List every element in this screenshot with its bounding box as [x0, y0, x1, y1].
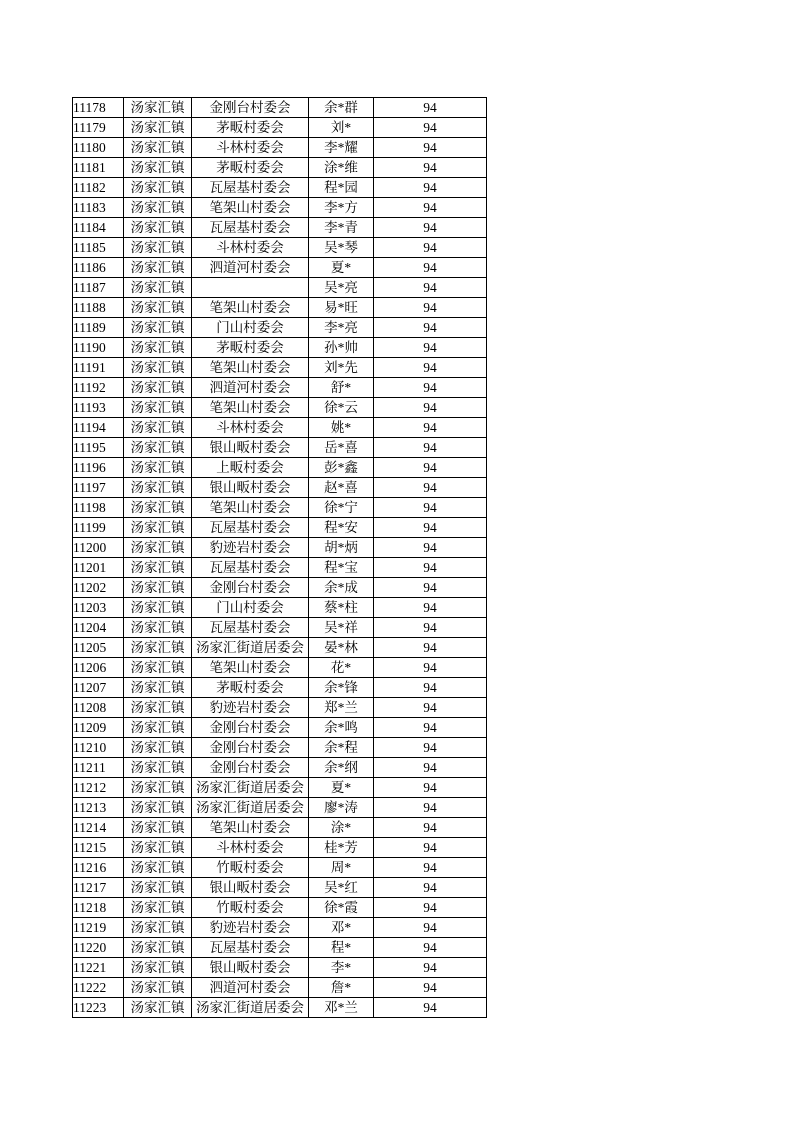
committee-cell: 瓦屋基村委会 — [192, 558, 309, 578]
committee-cell: 茅畈村委会 — [192, 158, 309, 178]
person-name-cell: 余*程 — [309, 738, 374, 758]
table-row — [73, 758, 487, 778]
row-number-cell: 11216 — [73, 858, 124, 878]
row-number-cell: 11179 — [73, 118, 124, 138]
town-cell: 汤家汇镇 — [124, 798, 192, 818]
person-name-cell: 余*纲 — [309, 758, 374, 778]
committee-cell — [192, 278, 309, 298]
town-cell: 汤家汇镇 — [124, 978, 192, 998]
town-cell: 汤家汇镇 — [124, 558, 192, 578]
committee-cell: 汤家汇街道居委会 — [192, 998, 309, 1018]
person-name-cell: 吴*亮 — [309, 278, 374, 298]
committee-cell: 笔架山村委会 — [192, 298, 309, 318]
committee-cell: 门山村委会 — [192, 318, 309, 338]
score-cell: 94 — [374, 538, 487, 558]
town-cell: 汤家汇镇 — [124, 478, 192, 498]
person-name-cell: 余*成 — [309, 578, 374, 598]
person-name-cell: 余*群 — [309, 98, 374, 118]
committee-cell: 泗道河村委会 — [192, 258, 309, 278]
row-number-cell: 11198 — [73, 498, 124, 518]
table-row — [73, 958, 487, 978]
table-row — [73, 678, 487, 698]
person-name-cell: 蔡*柱 — [309, 598, 374, 618]
score-cell: 94 — [374, 418, 487, 438]
row-number-cell: 11188 — [73, 298, 124, 318]
table-row — [73, 798, 487, 818]
table-row — [73, 658, 487, 678]
person-name-cell: 彭*鑫 — [309, 458, 374, 478]
row-number-cell: 11191 — [73, 358, 124, 378]
committee-cell: 金刚台村委会 — [192, 758, 309, 778]
town-cell: 汤家汇镇 — [124, 858, 192, 878]
row-number-cell: 11196 — [73, 458, 124, 478]
committee-cell: 竹畈村委会 — [192, 858, 309, 878]
score-cell: 94 — [374, 98, 487, 118]
person-name-cell: 涂*维 — [309, 158, 374, 178]
committee-cell: 笔架山村委会 — [192, 358, 309, 378]
town-cell: 汤家汇镇 — [124, 138, 192, 158]
score-cell: 94 — [374, 838, 487, 858]
table-row — [73, 298, 487, 318]
town-cell: 汤家汇镇 — [124, 238, 192, 258]
person-name-cell: 李* — [309, 958, 374, 978]
town-cell: 汤家汇镇 — [124, 118, 192, 138]
committee-cell: 笔架山村委会 — [192, 498, 309, 518]
person-name-cell: 吴*红 — [309, 878, 374, 898]
table-row — [73, 898, 487, 918]
row-number-cell: 11206 — [73, 658, 124, 678]
committee-cell: 笔架山村委会 — [192, 198, 309, 218]
row-number-cell: 11205 — [73, 638, 124, 658]
table-row — [73, 778, 487, 798]
row-number-cell: 11200 — [73, 538, 124, 558]
person-name-cell: 姚* — [309, 418, 374, 438]
committee-cell: 斗林村委会 — [192, 418, 309, 438]
town-cell: 汤家汇镇 — [124, 678, 192, 698]
row-number-cell: 11217 — [73, 878, 124, 898]
person-name-cell: 涂* — [309, 818, 374, 838]
table-row — [73, 938, 487, 958]
score-cell: 94 — [374, 798, 487, 818]
person-name-cell: 夏* — [309, 258, 374, 278]
town-cell: 汤家汇镇 — [124, 178, 192, 198]
town-cell: 汤家汇镇 — [124, 518, 192, 538]
committee-cell: 银山畈村委会 — [192, 958, 309, 978]
row-number-cell: 11193 — [73, 398, 124, 418]
town-cell: 汤家汇镇 — [124, 218, 192, 238]
committee-cell: 金刚台村委会 — [192, 738, 309, 758]
table-row — [73, 358, 487, 378]
person-name-cell: 廖*涛 — [309, 798, 374, 818]
person-name-cell: 夏* — [309, 778, 374, 798]
town-cell: 汤家汇镇 — [124, 198, 192, 218]
town-cell: 汤家汇镇 — [124, 378, 192, 398]
score-cell: 94 — [374, 578, 487, 598]
score-cell: 94 — [374, 278, 487, 298]
town-cell: 汤家汇镇 — [124, 658, 192, 678]
table-row — [73, 318, 487, 338]
table-row — [73, 138, 487, 158]
person-name-cell: 花* — [309, 658, 374, 678]
score-cell: 94 — [374, 158, 487, 178]
person-name-cell: 李*青 — [309, 218, 374, 238]
score-cell: 94 — [374, 878, 487, 898]
committee-cell: 茅畈村委会 — [192, 338, 309, 358]
town-cell: 汤家汇镇 — [124, 358, 192, 378]
town-cell: 汤家汇镇 — [124, 878, 192, 898]
data-table — [72, 97, 487, 1018]
table-row — [73, 118, 487, 138]
score-cell: 94 — [374, 398, 487, 418]
committee-cell: 茅畈村委会 — [192, 118, 309, 138]
committee-cell: 银山畈村委会 — [192, 438, 309, 458]
score-cell: 94 — [374, 858, 487, 878]
person-name-cell: 胡*炳 — [309, 538, 374, 558]
score-cell: 94 — [374, 198, 487, 218]
row-number-cell: 11201 — [73, 558, 124, 578]
row-number-cell: 11195 — [73, 438, 124, 458]
table-row — [73, 438, 487, 458]
table-row — [73, 538, 487, 558]
town-cell: 汤家汇镇 — [124, 898, 192, 918]
score-cell: 94 — [374, 918, 487, 938]
table-row — [73, 578, 487, 598]
row-number-cell: 11192 — [73, 378, 124, 398]
committee-cell: 泗道河村委会 — [192, 378, 309, 398]
committee-cell: 豹迹岩村委会 — [192, 698, 309, 718]
score-cell: 94 — [374, 318, 487, 338]
row-number-cell: 11178 — [73, 98, 124, 118]
person-name-cell: 桂*芳 — [309, 838, 374, 858]
town-cell: 汤家汇镇 — [124, 938, 192, 958]
town-cell: 汤家汇镇 — [124, 498, 192, 518]
row-number-cell: 11197 — [73, 478, 124, 498]
person-name-cell: 程*园 — [309, 178, 374, 198]
table-row — [73, 378, 487, 398]
score-cell: 94 — [374, 258, 487, 278]
table-row — [73, 858, 487, 878]
table-row — [73, 838, 487, 858]
table-row — [73, 718, 487, 738]
score-cell: 94 — [374, 778, 487, 798]
town-cell: 汤家汇镇 — [124, 958, 192, 978]
score-cell: 94 — [374, 118, 487, 138]
town-cell: 汤家汇镇 — [124, 298, 192, 318]
town-cell: 汤家汇镇 — [124, 838, 192, 858]
row-number-cell: 11218 — [73, 898, 124, 918]
town-cell: 汤家汇镇 — [124, 98, 192, 118]
row-number-cell: 11182 — [73, 178, 124, 198]
town-cell: 汤家汇镇 — [124, 618, 192, 638]
table-row — [73, 218, 487, 238]
committee-cell: 金刚台村委会 — [192, 578, 309, 598]
score-cell: 94 — [374, 598, 487, 618]
committee-cell: 上畈村委会 — [192, 458, 309, 478]
score-cell: 94 — [374, 178, 487, 198]
committee-cell: 瓦屋基村委会 — [192, 618, 309, 638]
town-cell: 汤家汇镇 — [124, 818, 192, 838]
row-number-cell: 11185 — [73, 238, 124, 258]
score-cell: 94 — [374, 358, 487, 378]
town-cell: 汤家汇镇 — [124, 458, 192, 478]
committee-cell: 斗林村委会 — [192, 238, 309, 258]
row-number-cell: 11212 — [73, 778, 124, 798]
score-cell: 94 — [374, 738, 487, 758]
table-body — [73, 98, 487, 1018]
committee-cell: 银山畈村委会 — [192, 478, 309, 498]
row-number-cell: 11180 — [73, 138, 124, 158]
score-cell: 94 — [374, 218, 487, 238]
town-cell: 汤家汇镇 — [124, 578, 192, 598]
committee-cell: 汤家汇街道居委会 — [192, 638, 309, 658]
person-name-cell: 孙*帅 — [309, 338, 374, 358]
table-row — [73, 478, 487, 498]
score-cell: 94 — [374, 818, 487, 838]
row-number-cell: 11184 — [73, 218, 124, 238]
table-row — [73, 918, 487, 938]
table-row — [73, 158, 487, 178]
committee-cell: 笔架山村委会 — [192, 818, 309, 838]
person-name-cell: 刘* — [309, 118, 374, 138]
table-row — [73, 998, 487, 1018]
table-row — [73, 638, 487, 658]
row-number-cell: 11209 — [73, 718, 124, 738]
score-cell: 94 — [374, 478, 487, 498]
score-cell: 94 — [374, 498, 487, 518]
score-cell: 94 — [374, 438, 487, 458]
table-row — [73, 278, 487, 298]
score-cell: 94 — [374, 958, 487, 978]
table-row — [73, 258, 487, 278]
town-cell: 汤家汇镇 — [124, 778, 192, 798]
score-cell: 94 — [374, 718, 487, 738]
town-cell: 汤家汇镇 — [124, 278, 192, 298]
score-cell: 94 — [374, 658, 487, 678]
town-cell: 汤家汇镇 — [124, 598, 192, 618]
person-name-cell: 余*鸣 — [309, 718, 374, 738]
town-cell: 汤家汇镇 — [124, 398, 192, 418]
table-row — [73, 398, 487, 418]
table-row — [73, 518, 487, 538]
person-name-cell: 徐*霞 — [309, 898, 374, 918]
row-number-cell: 11204 — [73, 618, 124, 638]
person-name-cell: 徐*云 — [309, 398, 374, 418]
town-cell: 汤家汇镇 — [124, 338, 192, 358]
table-row — [73, 498, 487, 518]
row-number-cell: 11208 — [73, 698, 124, 718]
person-name-cell: 晏*林 — [309, 638, 374, 658]
person-name-cell: 邓* — [309, 918, 374, 938]
person-name-cell: 李*亮 — [309, 318, 374, 338]
row-number-cell: 11207 — [73, 678, 124, 698]
committee-cell: 金刚台村委会 — [192, 98, 309, 118]
person-name-cell: 程*宝 — [309, 558, 374, 578]
town-cell: 汤家汇镇 — [124, 318, 192, 338]
table-row — [73, 558, 487, 578]
row-number-cell: 11190 — [73, 338, 124, 358]
row-number-cell: 11210 — [73, 738, 124, 758]
committee-cell: 汤家汇街道居委会 — [192, 778, 309, 798]
table-row — [73, 738, 487, 758]
committee-cell: 汤家汇街道居委会 — [192, 798, 309, 818]
row-number-cell: 11189 — [73, 318, 124, 338]
town-cell: 汤家汇镇 — [124, 718, 192, 738]
table-row — [73, 238, 487, 258]
town-cell: 汤家汇镇 — [124, 638, 192, 658]
committee-cell: 茅畈村委会 — [192, 678, 309, 698]
table-row — [73, 178, 487, 198]
row-number-cell: 11202 — [73, 578, 124, 598]
town-cell: 汤家汇镇 — [124, 758, 192, 778]
person-name-cell: 周* — [309, 858, 374, 878]
town-cell: 汤家汇镇 — [124, 438, 192, 458]
score-cell: 94 — [374, 978, 487, 998]
score-cell: 94 — [374, 998, 487, 1018]
score-cell: 94 — [374, 558, 487, 578]
committee-cell: 竹畈村委会 — [192, 898, 309, 918]
committee-cell: 瓦屋基村委会 — [192, 938, 309, 958]
score-cell: 94 — [374, 458, 487, 478]
row-number-cell: 11222 — [73, 978, 124, 998]
committee-cell: 门山村委会 — [192, 598, 309, 618]
committee-cell: 瓦屋基村委会 — [192, 518, 309, 538]
table-row — [73, 198, 487, 218]
table-row — [73, 618, 487, 638]
row-number-cell: 11186 — [73, 258, 124, 278]
score-cell: 94 — [374, 938, 487, 958]
row-number-cell: 11219 — [73, 918, 124, 938]
committee-cell: 斗林村委会 — [192, 138, 309, 158]
person-name-cell: 李*耀 — [309, 138, 374, 158]
row-number-cell: 11211 — [73, 758, 124, 778]
person-name-cell: 易*旺 — [309, 298, 374, 318]
person-name-cell: 徐*宁 — [309, 498, 374, 518]
row-number-cell: 11187 — [73, 278, 124, 298]
person-name-cell: 郑*兰 — [309, 698, 374, 718]
person-name-cell: 詹* — [309, 978, 374, 998]
score-cell: 94 — [374, 298, 487, 318]
person-name-cell: 吴*祥 — [309, 618, 374, 638]
table-row — [73, 698, 487, 718]
committee-cell: 金刚台村委会 — [192, 718, 309, 738]
table-row — [73, 978, 487, 998]
table-row — [73, 598, 487, 618]
score-cell: 94 — [374, 378, 487, 398]
score-cell: 94 — [374, 338, 487, 358]
row-number-cell: 11223 — [73, 998, 124, 1018]
person-name-cell: 舒* — [309, 378, 374, 398]
score-cell: 94 — [374, 898, 487, 918]
person-name-cell: 余*锋 — [309, 678, 374, 698]
row-number-cell: 11215 — [73, 838, 124, 858]
score-cell: 94 — [374, 638, 487, 658]
person-name-cell: 邓*兰 — [309, 998, 374, 1018]
committee-cell: 豹迹岩村委会 — [192, 538, 309, 558]
person-name-cell: 刘*先 — [309, 358, 374, 378]
row-number-cell: 11203 — [73, 598, 124, 618]
town-cell: 汤家汇镇 — [124, 998, 192, 1018]
score-cell: 94 — [374, 678, 487, 698]
table-row — [73, 98, 487, 118]
committee-cell: 泗道河村委会 — [192, 978, 309, 998]
committee-cell: 笔架山村委会 — [192, 658, 309, 678]
row-number-cell: 11213 — [73, 798, 124, 818]
score-cell: 94 — [374, 138, 487, 158]
score-cell: 94 — [374, 698, 487, 718]
committee-cell: 银山畈村委会 — [192, 878, 309, 898]
committee-cell: 瓦屋基村委会 — [192, 178, 309, 198]
score-cell: 94 — [374, 758, 487, 778]
table-row — [73, 338, 487, 358]
score-cell: 94 — [374, 618, 487, 638]
row-number-cell: 11220 — [73, 938, 124, 958]
committee-cell: 笔架山村委会 — [192, 398, 309, 418]
table-row — [73, 878, 487, 898]
row-number-cell: 11221 — [73, 958, 124, 978]
row-number-cell: 11199 — [73, 518, 124, 538]
score-cell: 94 — [374, 238, 487, 258]
table-row — [73, 458, 487, 478]
row-number-cell: 11183 — [73, 198, 124, 218]
row-number-cell: 11214 — [73, 818, 124, 838]
person-name-cell: 李*方 — [309, 198, 374, 218]
table-row — [73, 418, 487, 438]
town-cell: 汤家汇镇 — [124, 258, 192, 278]
row-number-cell: 11194 — [73, 418, 124, 438]
person-name-cell: 吴*琴 — [309, 238, 374, 258]
table-row — [73, 818, 487, 838]
row-number-cell: 11181 — [73, 158, 124, 178]
committee-cell: 豹迹岩村委会 — [192, 918, 309, 938]
town-cell: 汤家汇镇 — [124, 738, 192, 758]
person-name-cell: 赵*喜 — [309, 478, 374, 498]
town-cell: 汤家汇镇 — [124, 918, 192, 938]
town-cell: 汤家汇镇 — [124, 698, 192, 718]
person-name-cell: 程*安 — [309, 518, 374, 538]
person-name-cell: 岳*喜 — [309, 438, 374, 458]
town-cell: 汤家汇镇 — [124, 538, 192, 558]
score-cell: 94 — [374, 518, 487, 538]
town-cell: 汤家汇镇 — [124, 418, 192, 438]
committee-cell: 瓦屋基村委会 — [192, 218, 309, 238]
town-cell: 汤家汇镇 — [124, 158, 192, 178]
committee-cell: 斗林村委会 — [192, 838, 309, 858]
person-name-cell: 程* — [309, 938, 374, 958]
